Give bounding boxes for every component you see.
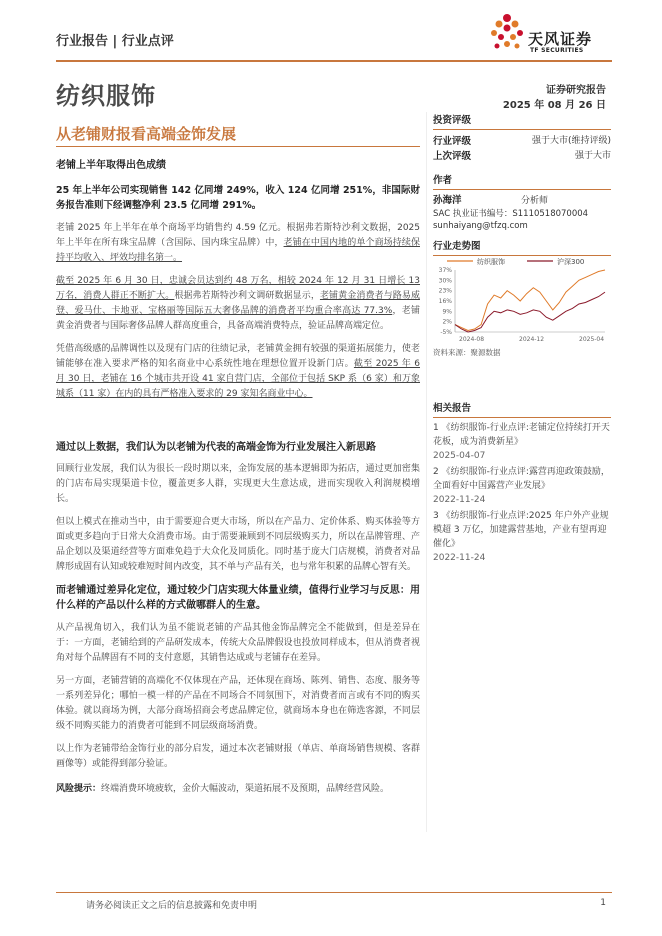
paragraph-1 [56, 221, 420, 266]
y-tick-label: -5% [440, 329, 452, 336]
rating-block [433, 112, 611, 164]
p1-text: 老铺 2025 年上半年在单个商场平均销售约 4.59 亿元。根据弗若斯特沙利文数据，2025 年上半年在所有珠宝品牌（含国际、国内珠宝品牌）中， [56, 223, 420, 248]
section-heading-1: 老铺上半年取得出色成绩 [56, 160, 166, 171]
footer-disclaimer: 请务必阅读正文之后的信息披露和免责申明 [86, 901, 258, 911]
paragraph-4: 回顾行业发展，我们认为很长一段时期以来，金饰发展的基本逻辑即为拓店，通过更加密集的门店布局实现渠道卡位，覆盖更多人群，实现更大生意达成，进而实现收入利润规模增长。 [56, 464, 420, 504]
paragraph-2 [56, 274, 420, 334]
subtitle-divider [56, 146, 420, 147]
industry-rating-row [433, 134, 611, 149]
invest-rating-title: 投资评级 [433, 115, 472, 126]
author-role: 分析师 [521, 196, 549, 206]
related-item-date: 2022-11-24 [433, 553, 486, 563]
related-item[interactable] [433, 509, 611, 565]
author-divider [433, 189, 611, 190]
company-logo-en: TF SECURITIES [530, 47, 584, 54]
p1-underlined: 老铺在中国内地的单个商场持续保持平均收入、坪效均排名第一。 [56, 238, 420, 263]
p2-end: ，老铺黄金消费者与国际奢侈品牌人群高度重合，具备高端消费特点，验证品牌高端定位。 [56, 306, 420, 331]
series-line [455, 292, 605, 332]
risk-text: 终端消费环境疲软，金价大幅波动，渠道拓展不及预期，品牌经营风险。 [101, 784, 390, 794]
section-heading-3: 而老铺通过差异化定位，通过较少门店实现大体量业绩，值得行业学习与反思：用什么样的产品以什么样的方式做哪群人的生意。 [56, 585, 420, 611]
author-row [433, 194, 611, 208]
x-tick-label: 2024-08 [459, 336, 485, 343]
paragraph-7: 另一方面，老铺营销的高端化不仅体现在产品，还体现在商场、陈列、销售、态度、服务等一系列差异化；哪怕一模一样的产品在不同场合不同氛围下，对消费者而言或有不同的购买体验。就以商场为例，大部分商场招商会考虑品牌定位，就商场本身也在筛选客源，不同层级不同购买能力的消费者可能到不同层级商场消费。 [56, 676, 420, 731]
report-category: 行业报告 | 行业点评 [56, 34, 174, 49]
author-title: 作者 [433, 175, 453, 186]
x-tick-label: 2025-04 [579, 336, 605, 343]
paragraph-8: 以上作为老铺带给金饰行业的部分启发，通过本次老铺财报（单店、单商场销售规模、客群画像等）或能得到部分验证。 [56, 744, 420, 769]
y-tick-label: 2% [442, 318, 452, 326]
y-tick-label: 23% [438, 287, 452, 295]
risk-label: 风险提示： [56, 784, 102, 794]
author-email[interactable]: sunhaiyang@tfzq.com [433, 221, 528, 231]
industry-rating-value: 强于大市(维持评级) [531, 136, 611, 146]
p2-text: 根据弗若斯特沙利文调研数据显示， [174, 291, 320, 301]
column-divider [426, 112, 427, 832]
related-divider [433, 417, 611, 418]
last-rating-value: 强于大市 [574, 151, 611, 161]
y-tick-label: 37% [438, 267, 452, 274]
footer-divider [56, 892, 612, 893]
header-divider [56, 60, 612, 62]
related-item[interactable] [433, 465, 611, 507]
y-tick-label: 30% [438, 277, 452, 285]
last-rating-label: 上次评级 [433, 151, 472, 162]
related-item-date: 2022-11-24 [433, 495, 486, 505]
p2-underlined-b: 老铺黄金消费者与路易威登、爱马仕、卡地亚、宝格丽等国际五大奢侈品牌的消费者平均重合率高达 77.3% [56, 291, 420, 316]
report-type: 证券研究报告 [546, 85, 606, 96]
legend-label: 沪深300 [557, 258, 585, 266]
rating-divider [433, 129, 611, 130]
company-logo-name: 天风证券 [528, 30, 593, 48]
related-item[interactable] [433, 421, 611, 463]
related-item-title[interactable]: 1 《纺织服饰-行业点评:老铺定位持续打开天花板，成为消费新星》 [433, 423, 610, 447]
author-name: 孙海洋 [433, 195, 462, 206]
company-logo-icon [488, 12, 526, 58]
last-rating-row [433, 149, 611, 164]
section-heading-2: 通过以上数据，我们认为以老铺为代表的高端金饰为行业发展注入新思路 [56, 442, 376, 453]
series-line [455, 270, 605, 331]
report-subtitle: 从老铺财报看高端金饰发展 [56, 125, 237, 143]
p3-underlined: 截至 2025 年 6 月 30 日，老铺在 16 个城市共开设 41 家自营门店，全部位于包括 SKP 系（6 家）和万象城系（11 家）在内的具有严格准入要求的 29 家知名商业中心。 [56, 359, 420, 399]
main-content-2 [56, 440, 420, 797]
paragraph-6: 从产品视角切入，我们认为虽不能说老铺的产品其他金饰品牌完全不能做到，但是差异在于：一方面，老铺给到的产品研发成本，传统大众品牌假设也投放同样成本，但从消费者视角对每个品牌固有不同的支付意愿，其销售达成或与老铺存在差异。 [56, 623, 420, 663]
risk-note [56, 782, 420, 797]
author-block [433, 172, 611, 232]
page-title: 纺织服饰 [56, 82, 156, 110]
legend-label: 纺织服饰 [477, 258, 505, 266]
y-tick-label: 16% [438, 298, 452, 305]
page-number: 1 [600, 898, 606, 908]
related-title: 相关报告 [433, 403, 472, 414]
paragraph-3 [56, 342, 420, 402]
related-item-date: 2025-04-07 [433, 451, 486, 461]
chart-source: 资料来源：聚源数据 [433, 348, 501, 357]
x-tick-label: 2024-12 [519, 336, 545, 343]
trend-title: 行业走势图 [433, 241, 481, 252]
related-item-title[interactable]: 2 《纺织服饰-行业点评:露营再迎政策鼓励，全面看好中国露营产业发展》 [433, 467, 610, 491]
p3-text: 凭借高级感的品牌调性以及现有门店的往绩记录，老铺黄金拥有较强的渠道拓展能力，使老铺能够在准入要求严格的知名商业中心系统性地在理想位置开设新门店。 [56, 344, 420, 369]
summary-lead: 25 年上半年公司实现销售 142 亿同增 249%，收入 124 亿同增 251%，非国际财务报告准则下经调整净利 23.5 亿同增 291%。 [56, 185, 420, 211]
main-content [56, 158, 420, 402]
y-tick-label: 9% [442, 308, 452, 316]
related-block [433, 400, 611, 565]
paragraph-5: 但以上模式在推动当中，由于需要迎合更大市场，所以在产品力、定价体系、购买体验等方面或更多趋向于日常大众消费市场。由于需要兼顾到不同层级购买力，所以在品牌管理、产品企划以及渠道经营等方面难免趋于大众化及同质化。同时基于庞大门店规模，消费者对品牌形成固有认知或较难短时间内改变，其不单与产品有关，也与常年积累的品牌心智有关。 [56, 517, 420, 572]
report-date: 2025 年 08 月 26 日 [502, 100, 606, 111]
p2-underlined-a: 截至 2025 年 6 月 30 日，忠诚会员达到约 48 万名，相较 2024 年 12 月 31 日增长 13 万名，消费人群正不断扩大。 [56, 276, 420, 301]
industry-trend-chart [433, 254, 611, 344]
author-sac: SAC 执业证书编号：S1110518070004 [433, 209, 589, 219]
industry-rating-label: 行业评级 [433, 136, 472, 147]
related-item-title[interactable]: 3 《纺织服饰-行业点评:2025 年户外产业规模超 3 万亿，加建露营基地，产业有望再迎催化》 [433, 511, 609, 549]
